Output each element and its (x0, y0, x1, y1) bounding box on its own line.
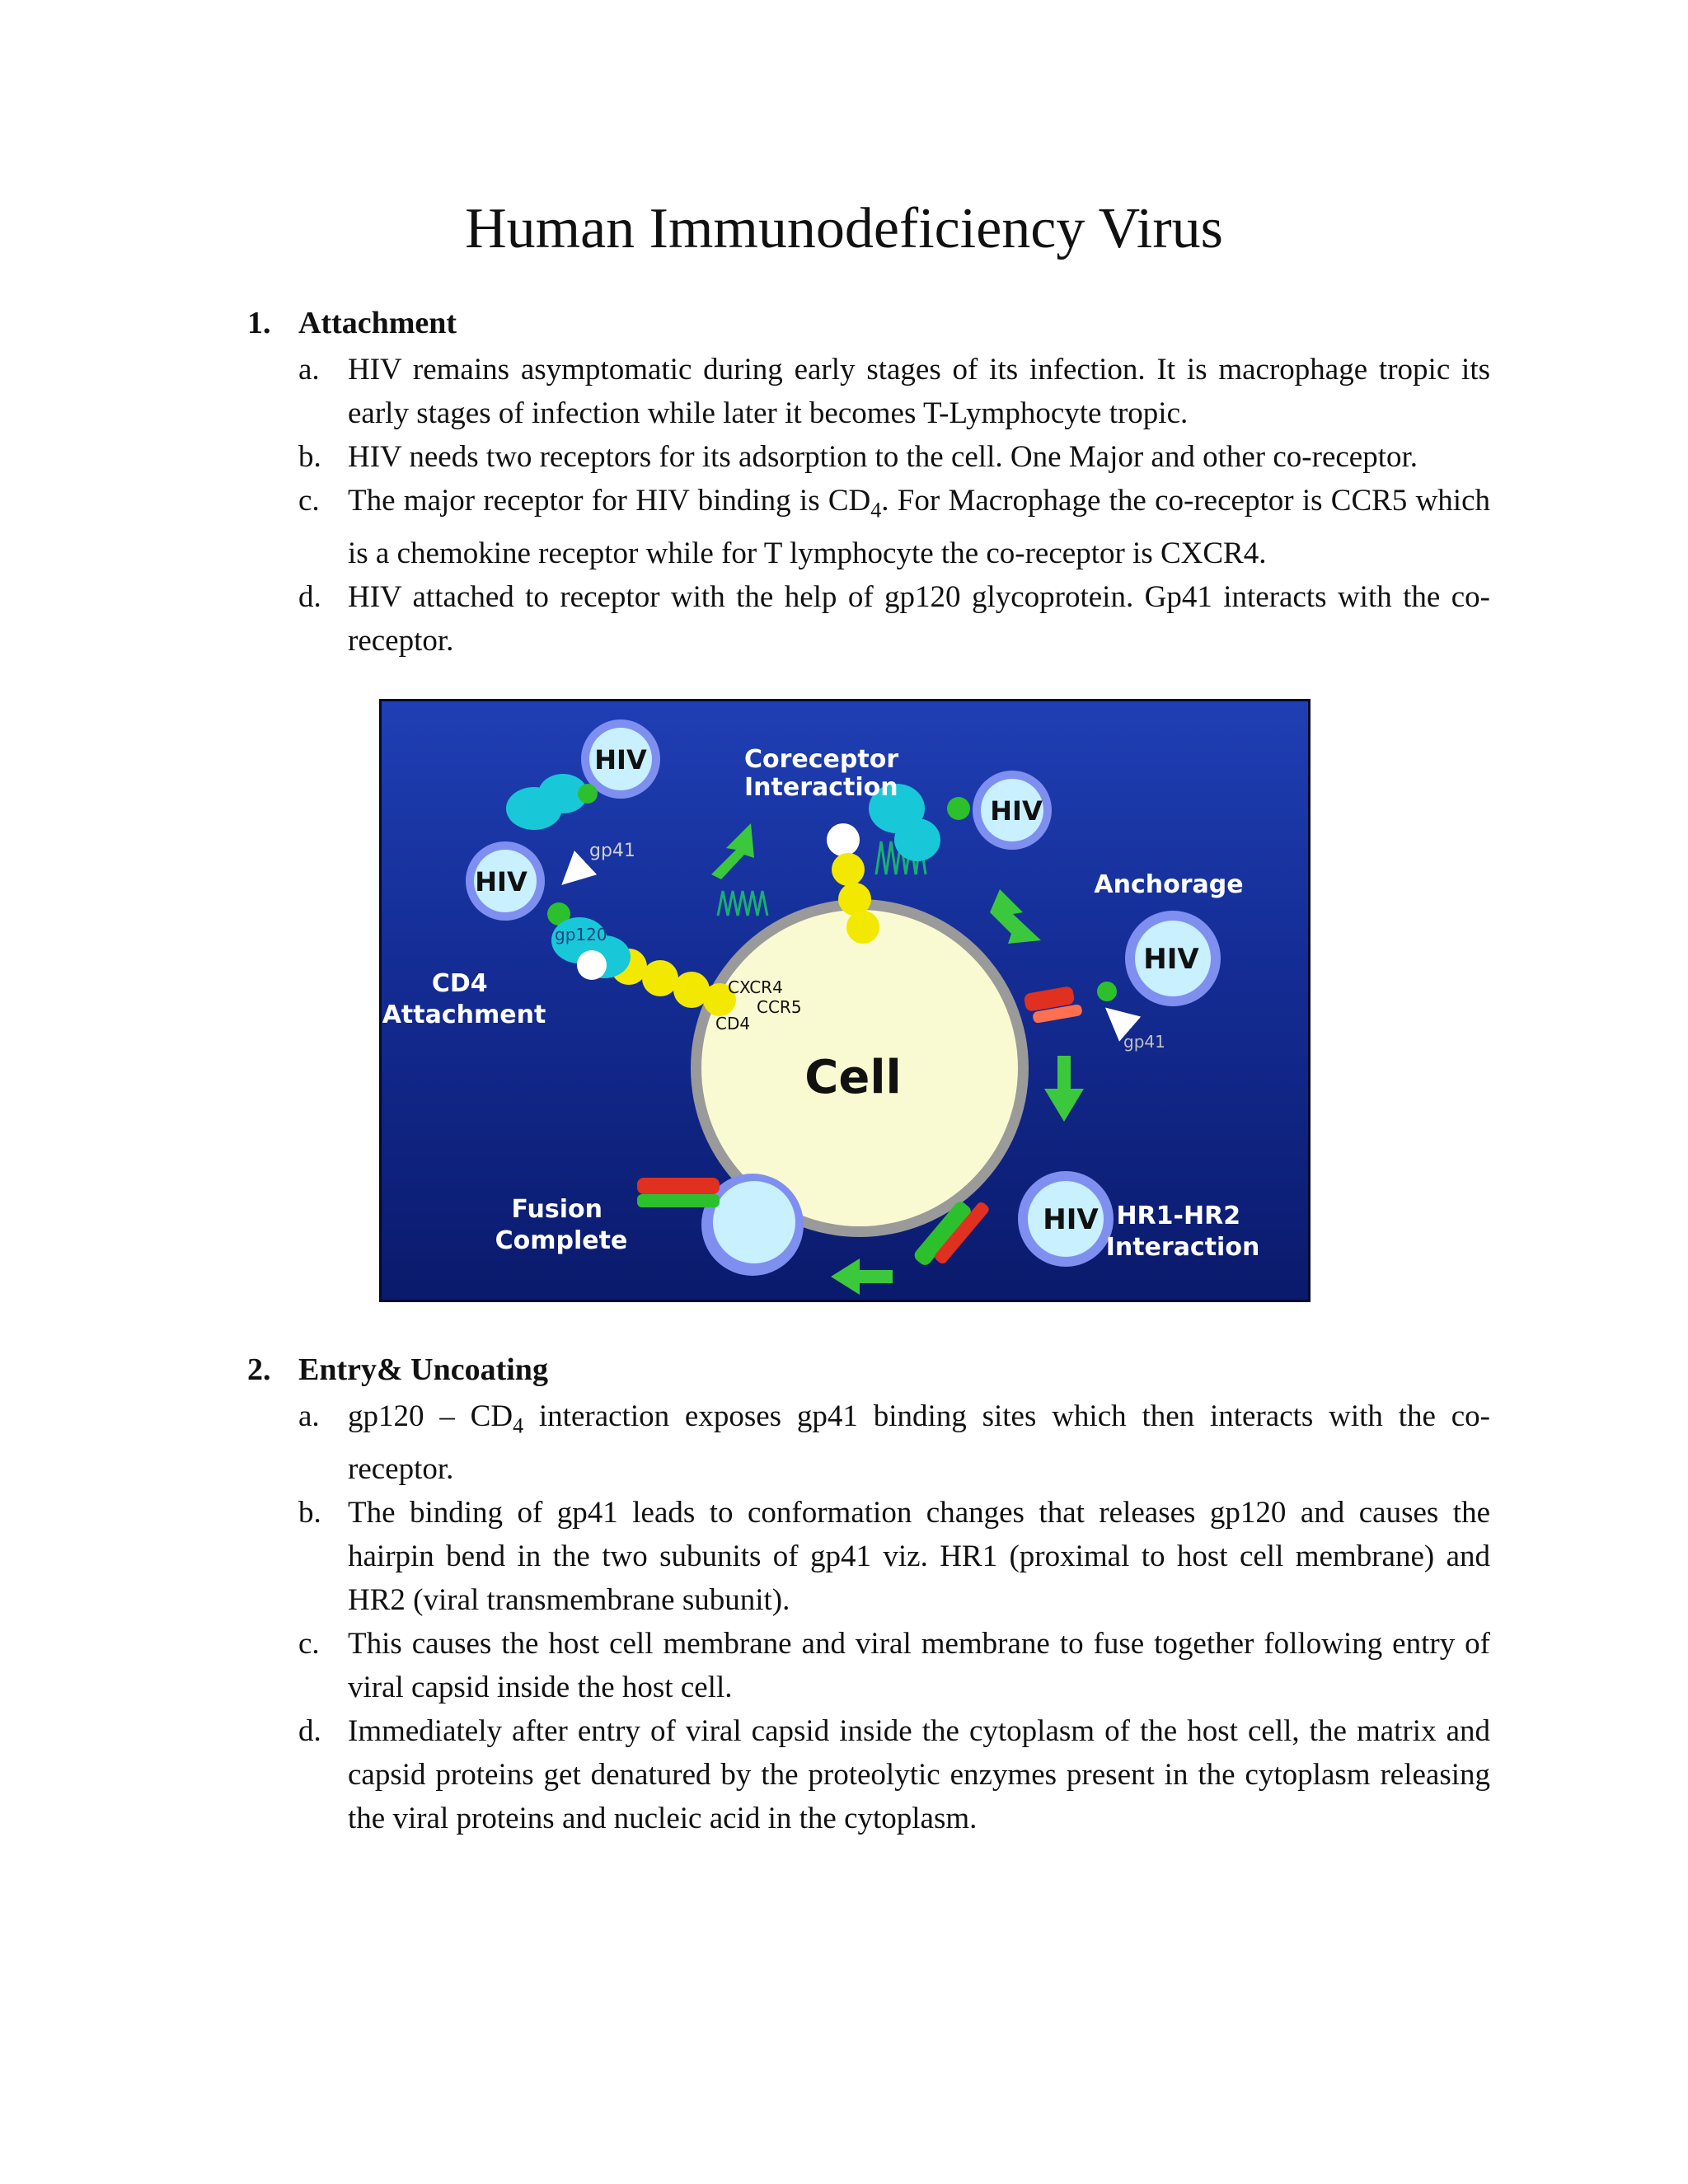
item-text: The binding of gp41 leads to conformation changes that releases gp120 and causes the hairpin bend in the two subunits of gp41 viz. HR1 (proximal to host cell membrane) and HR2 (viral transmembrane subunit). (348, 1496, 1490, 1618)
fusion-virion (637, 1174, 804, 1276)
item-text: interaction exposes gp41 binding sites which then interacts with the co-receptor. (348, 1399, 1490, 1487)
section-title: Attachment (298, 306, 457, 340)
arrow-up (711, 823, 754, 879)
section-title: Entry& Uncoating (298, 1352, 548, 1387)
ccr5-label: CCR5 (757, 997, 802, 1017)
item-text: . For Macrophage the co-receptor is CCR5 which is a chemokine receptor while for T lymphocyte the co-receptor is CXCR4. (348, 484, 1490, 571)
item-text: This causes the host cell membrane and viral membrane to fuse together following entry of viral capsid inside the host cell. (348, 1627, 1490, 1705)
item-marker: a. (298, 353, 320, 387)
hiv-label: HIV (594, 744, 647, 776)
hr1-hr2-interaction-label (1106, 1202, 1260, 1262)
cd4-attachment-label (382, 969, 546, 1029)
item-marker: c. (298, 1627, 320, 1661)
label-line: HR1-HR2 (1116, 1202, 1241, 1230)
item-marker: c. (298, 484, 320, 518)
list-item (298, 348, 1490, 435)
label-line: Interaction (744, 773, 898, 802)
label-line: Complete (495, 1226, 628, 1255)
hiv-virion-left (466, 841, 631, 980)
list-item (298, 1394, 1490, 1491)
entry-uncoating-list (298, 1394, 1490, 1840)
list-item (298, 435, 1490, 479)
arrow-left (831, 1258, 893, 1295)
item-subscript: 4 (870, 498, 882, 523)
item-marker: a. (298, 1399, 320, 1433)
hiv-label: HIV (1043, 1203, 1099, 1236)
attachment-list (298, 348, 1490, 663)
coreceptor-interaction-label (744, 745, 907, 802)
hiv-label: HIV (475, 866, 528, 898)
hiv-virion-top-left (506, 719, 660, 830)
hiv-entry-diagram-svg (382, 701, 1308, 1300)
item-marker: b. (298, 440, 321, 474)
fusion-complete-label (495, 1195, 628, 1255)
pointer-arrow (1115, 1016, 1128, 1027)
list-item (298, 1491, 1490, 1622)
item-text: HIV needs two receptors for its adsorption to the cell. One Major and other co-receptor. (348, 440, 1418, 474)
item-text: Immediately after entry of viral capsid inside the cytoplasm of the host cell, the matrix and capsid proteins get denatured by the proteolytic enzymes present in the cytoplasm releasing the viral proteins and nucleic acid in the cytoplasm. (348, 1714, 1490, 1836)
hiv-label: HIV (1143, 943, 1199, 976)
anchorage-label: Anchorage (1094, 870, 1244, 899)
section-heading-attachment (247, 305, 457, 341)
cxcr4-label: CXCR4 (728, 977, 783, 997)
item-marker: d. (298, 1714, 321, 1749)
cxcr4-receptor (718, 891, 767, 916)
item-subscript: 4 (513, 1413, 524, 1438)
item-marker: b. (298, 1496, 321, 1530)
section-heading-entry-uncoating (247, 1352, 548, 1388)
label-line: Interaction (1105, 1233, 1260, 1262)
section-number: 1. (247, 306, 271, 340)
label-line: Coreceptor (744, 745, 899, 774)
item-text: The major receptor for HIV binding is CD (348, 484, 871, 518)
item-marker: d. (298, 580, 321, 615)
gp120-label: gp120 (555, 925, 607, 944)
page-title: Human Immunodeficiency Virus (465, 197, 1223, 260)
label-line: Fusion (511, 1195, 603, 1224)
list-item (298, 1622, 1490, 1709)
hiv-entry-diagram (379, 699, 1311, 1302)
hiv-virion-anchorage (1024, 911, 1221, 1024)
label-line: Attachment (382, 1001, 546, 1029)
item-text: HIV attached to receptor with the help of gp120 glycoprotein. Gp41 interacts with the co-receptor. (348, 580, 1490, 658)
arrow-down-right (990, 889, 1041, 944)
label-line: CD4 (431, 969, 488, 998)
list-item (298, 575, 1490, 663)
section-number: 2. (247, 1352, 271, 1387)
list-item (298, 479, 1490, 575)
cd4-label: CD4 (715, 1014, 751, 1033)
item-text: HIV remains asymptomatic during early stages of its infection. It is macrophage tropic its early stages of infection while later it becomes T-Lymphocyte tropic. (348, 353, 1490, 430)
arrow-down (1044, 1056, 1084, 1122)
gp41-label: gp41 (1123, 1032, 1165, 1052)
cell-label: Cell (804, 1051, 902, 1104)
pointer-arrow (571, 865, 584, 876)
hiv-label: HIV (990, 795, 1043, 827)
gp41-label: gp41 (589, 841, 635, 861)
list-item (298, 1709, 1490, 1840)
item-text: gp120 – CD (348, 1399, 513, 1433)
